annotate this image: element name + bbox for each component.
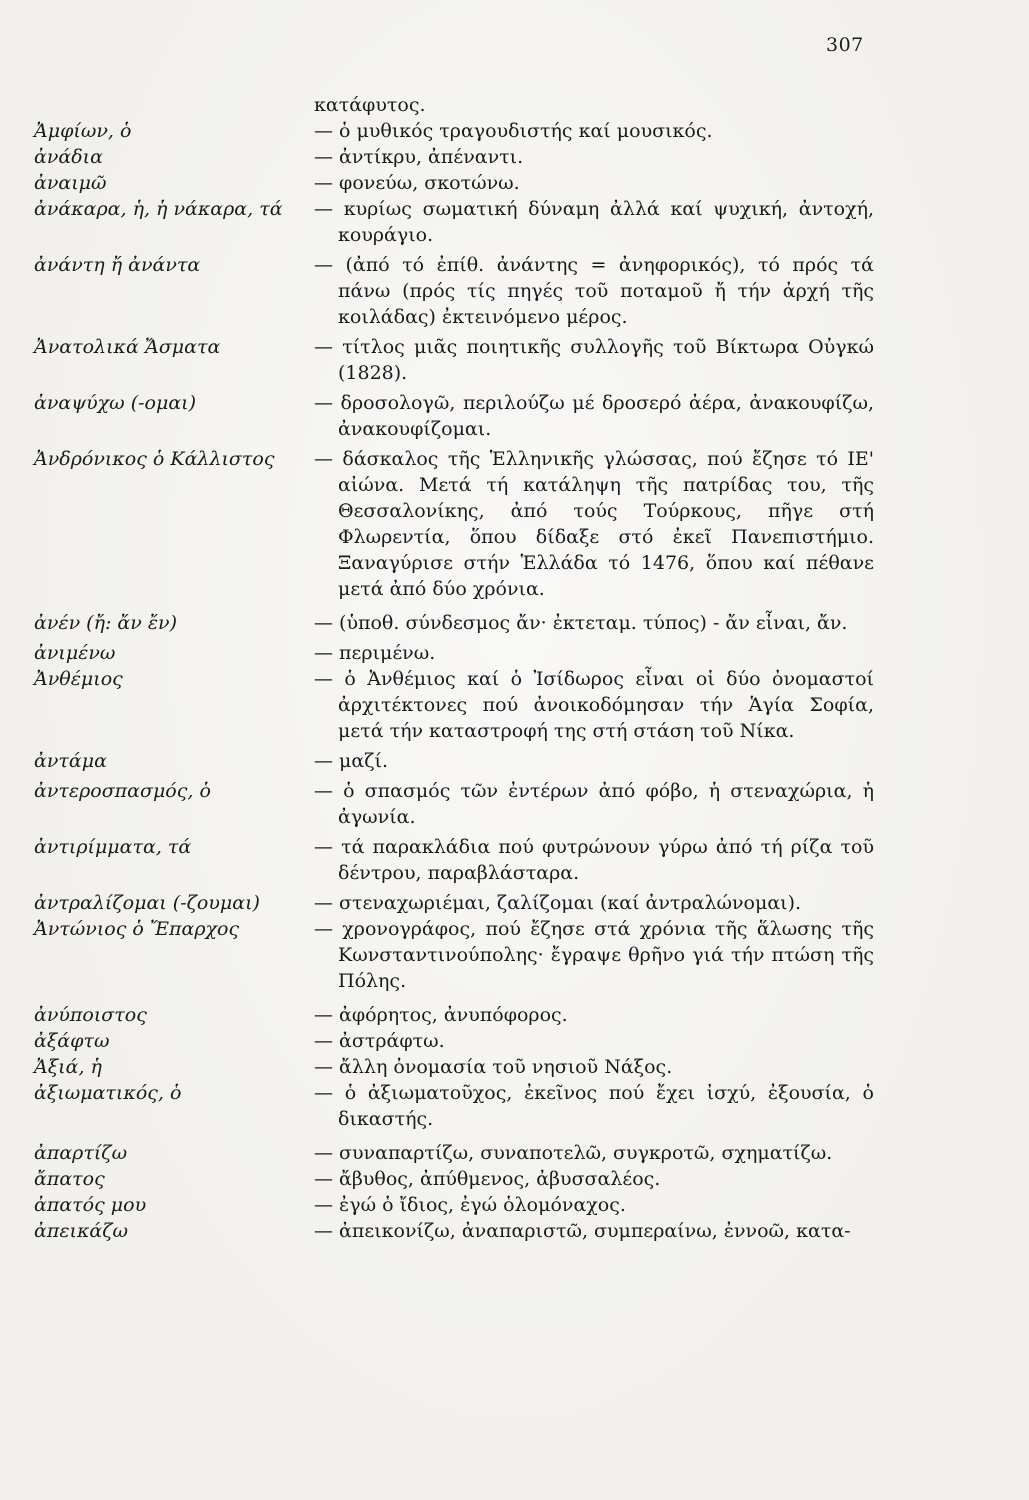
entry-term: ἀπατός μου xyxy=(34,1194,147,1216)
entry-definition: — στεναχωριέμαι, ζαλίζομαι (καί ἀντραλώνομαι). xyxy=(314,892,802,914)
entry-term: ἄπατος xyxy=(34,1168,105,1190)
glossary-entry xyxy=(34,778,894,830)
entry-term: ἀνύποιστος xyxy=(34,1004,147,1026)
entry-definition: — ἄλλη ὀνομασία τοῦ νησιοῦ Νάξος. xyxy=(314,1056,673,1078)
entry-term: ἀνιμένω xyxy=(34,642,116,664)
spacer xyxy=(34,994,894,1002)
entry-definition: — περιμένω. xyxy=(314,642,436,664)
glossary-entry xyxy=(34,610,894,636)
entry-definition: — μαζί. xyxy=(314,750,389,772)
entry-term: ἀναιμῶ xyxy=(34,172,107,194)
entry-definition: — ὁ σπασμός τῶν ἐντέρων ἀπό φόβο, ἡ στεναχώρια, ἡ ἀγωνία. xyxy=(314,780,874,828)
entry-term: Ἀνατολικά Ἄσματα xyxy=(34,336,221,358)
entry-term: Ἀξιά, ἡ xyxy=(34,1056,102,1078)
entry-term: Ἀμφίων, ὁ xyxy=(34,120,132,142)
glossary-entry xyxy=(34,334,894,386)
entry-term: ἀναψύχω (-ομαι) xyxy=(34,392,197,414)
glossary-entry xyxy=(34,1054,894,1080)
entry-definition: — ὁ Ἀνθέμιος καί ὁ Ἰσίδωρος εἶναι οἱ δύο ὀνομαστοί ἀρχιτέκτονες πού ἀνοικοδόμησαν τήν Ἁγία Σοφία, μετά τήν καταστροφή της στή στάση τοῦ Νίκα. xyxy=(314,668,874,742)
entry-term: ἀντάμα xyxy=(34,750,107,772)
entry-term: ἀντραλίζομαι (-ζουμαι) xyxy=(34,892,260,914)
entry-term: ἀνάδια xyxy=(34,146,103,168)
glossary-entry xyxy=(34,834,894,886)
entry-term xyxy=(34,92,314,118)
entry-term: ἀνάντη ἤ ἀνάντα xyxy=(34,254,201,276)
entry-term: ἀξάφτω xyxy=(34,1030,110,1052)
entry-definition: — ὁ μυθικός τραγουδιστής καί μουσικός. xyxy=(314,120,713,142)
entry-definition: — ἀστράφτω. xyxy=(314,1030,445,1052)
glossary-entry xyxy=(34,666,894,744)
entry-definition: — ἀφόρητος, ἀνυπόφορος. xyxy=(314,1004,568,1026)
glossary-list xyxy=(34,92,894,1244)
entry-term: ἀξιωματικός, ὁ xyxy=(34,1082,182,1104)
entry-definition: — τά παρακλάδια πού φυτρώνουν γύρω ἀπό τή ρίζα τοῦ δέντρου, παραβλάσταρα. xyxy=(314,836,874,884)
entry-term: Ἀντώνιος ὁ Ἔπαρχος xyxy=(34,918,240,940)
glossary-entry xyxy=(34,890,894,916)
glossary-entry xyxy=(34,640,894,666)
entry-definition: — ἀπεικονίζω, ἀναπαριστῶ, συμπεραίνω, ἐννοῶ, κατα- xyxy=(314,1220,851,1242)
glossary-entry xyxy=(34,1166,894,1192)
glossary-entry xyxy=(34,196,894,248)
entry-definition: — δάσκαλος τῆς Ἑλληνικῆς γλώσσας, πού ἔζησε τό ΙΕ' αἰώνα. Μετά τή κατάληψη τῆς πατρίδας του, τῆς Θεσσαλονίκης, ἀπό τούς Τούρκους, πῆγε στή Φλωρεντία, ὅπου δίδαξε στό ἐκεῖ Πανεπιστήμιο. Ξαναγύρισε στήν Ἑλλάδα τό 1476, ὅπου καί πέθανε μετά ἀπό δύο χρόνια. xyxy=(314,448,874,600)
glossary-entry xyxy=(34,748,894,774)
glossary-entry xyxy=(34,390,894,442)
entry-definition: — τίτλος μιᾶς ποιητικῆς συλλογῆς τοῦ Βίκτωρα Οὐγκώ (1828). xyxy=(314,336,874,384)
glossary-entry xyxy=(34,170,894,196)
glossary-entry xyxy=(34,92,894,118)
entry-definition: — χρονογράφος, πού ἔζησε στά χρόνια τῆς ἅλωσης τῆς Κωνσταντινούπολης· ἔγραψε θρῆνο γιά τήν πτώση τῆς Πόλης. xyxy=(314,918,874,992)
glossary-entry xyxy=(34,252,894,330)
entry-definition: — ἀντίκρυ, ἀπέναντι. xyxy=(314,146,524,168)
entry-term: ἀνέν (ἤ: ἄν ἔν) xyxy=(34,612,177,634)
entry-definition: — ὁ ἀξιωματοῦχος, ἐκεῖνος πού ἔχει ἰσχύ, ἐξουσία, ὁ δικαστής. xyxy=(314,1082,874,1130)
spacer xyxy=(34,1132,894,1140)
entry-definition: — (ὑποθ. σύνδεσμος ἄν· ἐκτεταμ. τύπος) - ἄν εἶναι, ἄν. xyxy=(314,612,848,634)
entry-term: ἀπαρτίζω xyxy=(34,1142,128,1164)
entry-term: ἀνάκαρα, ἡ, ἡ νάκαρα, τά xyxy=(34,198,283,220)
entry-definition: — (ἀπό τό ἐπίθ. ἀνάντης = ἀνηφορικός), τό πρός τά πάνω (πρός τίς πηγές τοῦ ποταμοῦ ἤ τήν ἀρχή τῆς κοιλάδας) ἐκτεινόμενο μέρος. xyxy=(314,254,874,328)
glossary-entry xyxy=(34,446,894,602)
entry-definition: — ἐγώ ὁ ἴδιος, ἐγώ ὁλομόναχος. xyxy=(314,1194,626,1216)
glossary-entry xyxy=(34,1080,894,1132)
glossary-entry xyxy=(34,1218,894,1244)
entry-term: ἀντιρίμματα, τά xyxy=(34,836,192,858)
glossary-entry xyxy=(34,1192,894,1218)
spacer xyxy=(34,602,894,610)
entry-definition: — συναπαρτίζω, συναποτελῶ, συγκροτῶ, σχηματίζω. xyxy=(314,1142,833,1164)
entry-definition: — δροσολογῶ, περιλούζω μέ δροσερό ἀέρα, ἀνακουφίζω, ἀνακουφίζομαι. xyxy=(314,392,874,440)
entry-term: ἀντεροσπασμός, ὁ xyxy=(34,780,211,802)
page-number: 307 xyxy=(826,34,864,56)
entry-definition: — φονεύω, σκοτώνω. xyxy=(314,172,520,194)
glossary-entry xyxy=(34,1028,894,1054)
glossary-entry xyxy=(34,1140,894,1166)
glossary-entry xyxy=(34,1002,894,1028)
entry-definition: — κυρίως σωματική δύναμη ἀλλά καί ψυχική, ἀντοχή, κουράγιο. xyxy=(314,198,874,246)
entry-term: ἀπεικάζω xyxy=(34,1220,129,1242)
entry-definition: — ἄβυθος, ἀπύθμενος, ἀβυσσαλέος. xyxy=(314,1168,661,1190)
entry-term: Ἀνδρόνικος ὁ Κάλλιστος xyxy=(34,448,275,470)
glossary-entry xyxy=(34,916,894,994)
glossary-entry xyxy=(34,118,894,144)
entry-definition: κατάφυτος. xyxy=(314,94,426,116)
glossary-entry xyxy=(34,144,894,170)
entry-term: Ἀνθέμιος xyxy=(34,668,123,690)
